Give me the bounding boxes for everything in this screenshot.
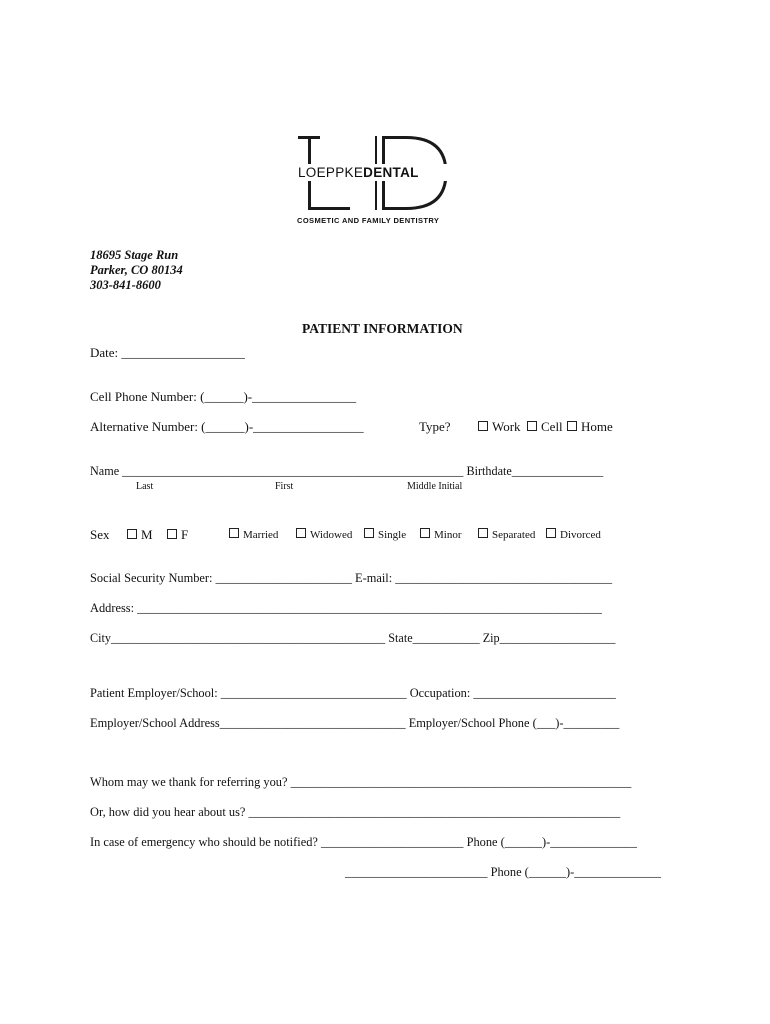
sex-label: Sex [90,527,110,542]
marital-option-label: Separated [492,529,536,541]
marital-option-label: Minor [434,529,462,541]
emergency-contact-field[interactable]: In case of emergency who should be notified? _______________________ Phone (______)-______________ [90,835,637,849]
referral-field[interactable]: Whom may we thank for referring you? _______________________________________________________ [90,775,632,789]
employer-address-phone-field[interactable]: Employer/School Address______________________________ Employer/School Phone (___)-_________ [90,716,620,730]
sex-option-m[interactable] [127,527,153,543]
checkbox-icon[interactable] [420,528,430,538]
checkbox-icon[interactable] [527,421,537,431]
sex-option-f[interactable] [167,527,188,543]
marital-option-divorced[interactable] [546,528,601,541]
name-sub-first: First [275,481,294,492]
type-option-cell[interactable] [527,419,563,435]
emergency-contact-field-2[interactable]: _______________________ Phone (______)-______________ [345,865,661,879]
marital-option-label: Divorced [560,529,601,541]
checkbox-icon[interactable] [296,528,306,538]
logo-wordmark-light: LOEPPKE [298,165,364,180]
marital-option-label: Widowed [310,529,353,541]
type-option-work[interactable] [478,419,521,435]
checkbox-icon[interactable] [364,528,374,538]
checkbox-icon[interactable] [567,421,577,431]
address-field[interactable]: Address: ___________________________________________________________________________ [90,601,602,615]
address-line-2: Parker, CO 80134 [90,263,183,277]
sex-option-label: M [141,527,153,542]
type-option-label: Home [581,419,613,434]
cell-phone-field[interactable]: Cell Phone Number: (______)-________________ [90,389,357,404]
marital-option-label: Married [243,529,279,541]
logo-tagline: COSMETIC AND FAMILY DENTISTRY [297,216,440,225]
name-birthdate-field[interactable]: Name ________________________________________________________ Birthdate_______________ [90,464,604,478]
checkbox-icon[interactable] [478,528,488,538]
marital-option-widowed[interactable] [296,528,352,541]
address-phone: 303-841-8600 [90,278,161,292]
type-option-label: Cell [541,419,563,434]
page-title: PATIENT INFORMATION [302,321,463,336]
logo-wordmark-bold: DENTAL [363,165,419,180]
type-option-home[interactable] [567,419,613,435]
logo-wordmark [298,165,419,180]
checkbox-icon[interactable] [478,421,488,431]
sex-option-label: F [181,527,189,542]
marital-option-single[interactable] [364,528,406,541]
loeppke-dental-logo [296,134,466,229]
checkbox-icon[interactable] [229,528,239,538]
type-option-label: Work [492,419,521,434]
marital-option-separated[interactable] [478,528,535,541]
marital-option-married[interactable] [229,528,278,541]
address-line-1: 18695 Stage Run [90,248,179,262]
checkbox-icon[interactable] [167,529,177,539]
checkbox-icon[interactable] [546,528,556,538]
alternative-number-field[interactable]: Alternative Number: (______)-_________________ [90,419,364,434]
ssn-email-field[interactable]: Social Security Number: ______________________ E-mail: ___________________________________ [90,571,613,585]
city-state-zip-field[interactable]: City_____________________________________________ State___________ Zip___________________ [90,631,616,645]
marital-option-label: Single [378,529,407,541]
type-label: Type? [419,419,451,434]
name-sub-middle-initial: Middle Initial [407,481,463,492]
hear-about-field[interactable]: Or, how did you hear about us? ____________________________________________________________ [90,805,621,819]
employer-occupation-field[interactable]: Patient Employer/School: ______________________________ Occupation: _______________________ [90,686,616,700]
date-field[interactable]: Date: ___________________ [90,345,245,360]
marital-option-minor[interactable] [420,528,462,541]
name-sub-last: Last [136,481,154,492]
checkbox-icon[interactable] [127,529,137,539]
